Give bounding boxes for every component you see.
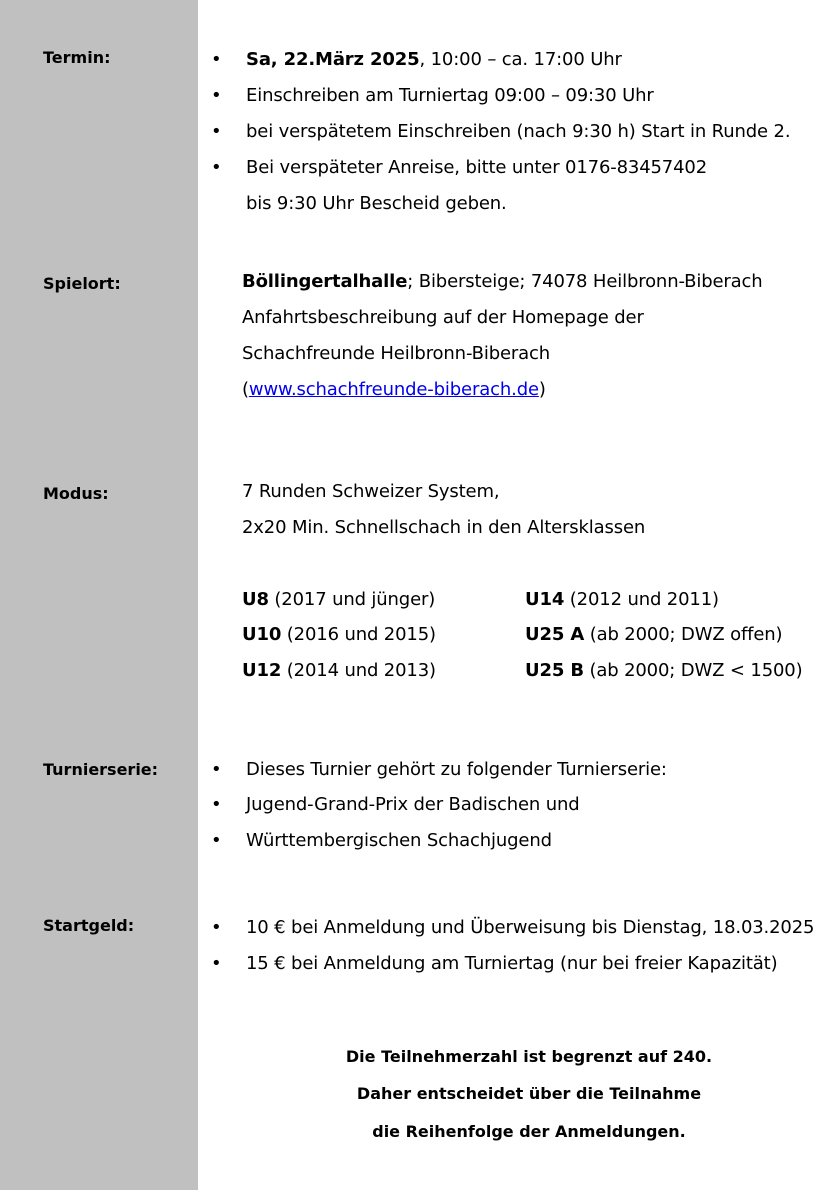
bullet: • bbox=[211, 917, 222, 938]
bullet: • bbox=[211, 794, 222, 815]
notice-line-3: die Reihenfolge der Anmeldungen. bbox=[372, 1122, 686, 1141]
bullet: • bbox=[211, 121, 222, 142]
section-label-modus: Modus: bbox=[43, 484, 109, 503]
termin-date bbox=[246, 48, 622, 72]
bullet: • bbox=[211, 85, 222, 106]
termin-date-bold: Sa, 22.März 2025 bbox=[246, 49, 420, 70]
modus-time-control: 2x20 Min. Schnellschach in den Altersklassen bbox=[242, 517, 646, 538]
paren-open: ( bbox=[242, 379, 249, 400]
termin-date-rest: , 10:00 – ca. 17:00 Uhr bbox=[419, 49, 622, 70]
age-class-desc: (2012 und 2011) bbox=[564, 589, 719, 610]
age-class-name: U14 bbox=[525, 589, 565, 610]
age-class-name: U25 B bbox=[525, 660, 584, 681]
series-intro: Dieses Turnier gehört zu folgender Turnierserie: bbox=[246, 759, 667, 780]
age-class-u12 bbox=[242, 659, 436, 683]
modus-rounds: 7 Runden Schweizer System, bbox=[242, 481, 500, 502]
section-label-spielort: Spielort: bbox=[43, 274, 121, 293]
homepage-link[interactable]: www.schachfreunde-biberach.de bbox=[248, 379, 539, 400]
age-class-u25b bbox=[525, 659, 802, 683]
fee-early: 10 € bei Anmeldung und Überweisung bis Dienstag, 18.03.2025 bbox=[246, 917, 815, 938]
fee-onsite: 15 € bei Anmeldung am Turniertag (nur bei freier Kapazität) bbox=[246, 953, 778, 974]
homepage-line bbox=[242, 378, 546, 402]
notice-line-1: Die Teilnehmerzahl ist begrenzt auf 240. bbox=[345, 1047, 713, 1066]
age-class-desc: (ab 2000; DWZ < 1500) bbox=[583, 660, 803, 681]
age-class-desc: (2016 und 2015) bbox=[281, 624, 436, 645]
termin-late-arrival: Bei verspäteter Anreise, bitte unter 0176-83457402 bbox=[246, 157, 708, 178]
bullet: • bbox=[211, 759, 222, 780]
termin-late-arrival-cont: bis 9:30 Uhr Bescheid geben. bbox=[246, 193, 507, 214]
venue-address: ; Bibersteige; 74078 Heilbronn-Biberach bbox=[407, 271, 763, 292]
bullet: • bbox=[211, 953, 222, 974]
age-class-name: U10 bbox=[242, 624, 282, 645]
venue-line bbox=[242, 270, 763, 294]
age-class-name: U12 bbox=[242, 660, 282, 681]
notice-line-2: Daher entscheidet über die Teilnahme bbox=[356, 1084, 702, 1103]
termin-late-checkin: bei verspätetem Einschreiben (nach 9:30 h) Start in Runde 2. bbox=[246, 121, 791, 142]
section-label-termin: Termin: bbox=[43, 48, 111, 67]
age-class-name: U25 A bbox=[525, 624, 585, 645]
age-class-u8 bbox=[242, 588, 435, 612]
age-class-u14 bbox=[525, 588, 719, 612]
age-class-desc: (2014 und 2013) bbox=[281, 660, 436, 681]
age-class-u25a bbox=[525, 623, 782, 647]
section-label-turnierserie: Turnierserie: bbox=[43, 760, 159, 779]
age-class-desc: (ab 2000; DWZ offen) bbox=[584, 624, 783, 645]
bullet: • bbox=[211, 49, 222, 70]
age-class-u10 bbox=[242, 623, 436, 647]
termin-checkin: Einschreiben am Turniertag 09:00 – 09:30 Uhr bbox=[246, 85, 654, 106]
series-name: Jugend-Grand-Prix der Badischen und bbox=[246, 794, 580, 815]
age-class-name: U8 bbox=[242, 589, 269, 610]
directions-text: Anfahrtsbeschreibung auf der Homepage der bbox=[242, 307, 644, 328]
venue-name: Böllingertalhalle bbox=[242, 271, 408, 292]
bullet: • bbox=[211, 157, 222, 178]
series-name-cont: Württembergischen Schachjugend bbox=[246, 830, 552, 851]
section-label-startgeld: Startgeld: bbox=[43, 916, 135, 935]
bullet: • bbox=[211, 830, 222, 851]
paren-close: ) bbox=[538, 379, 546, 400]
club-name: Schachfreunde Heilbronn-Biberach bbox=[242, 343, 551, 364]
sidebar-band bbox=[0, 0, 198, 1190]
age-class-desc: (2017 und jünger) bbox=[268, 589, 436, 610]
